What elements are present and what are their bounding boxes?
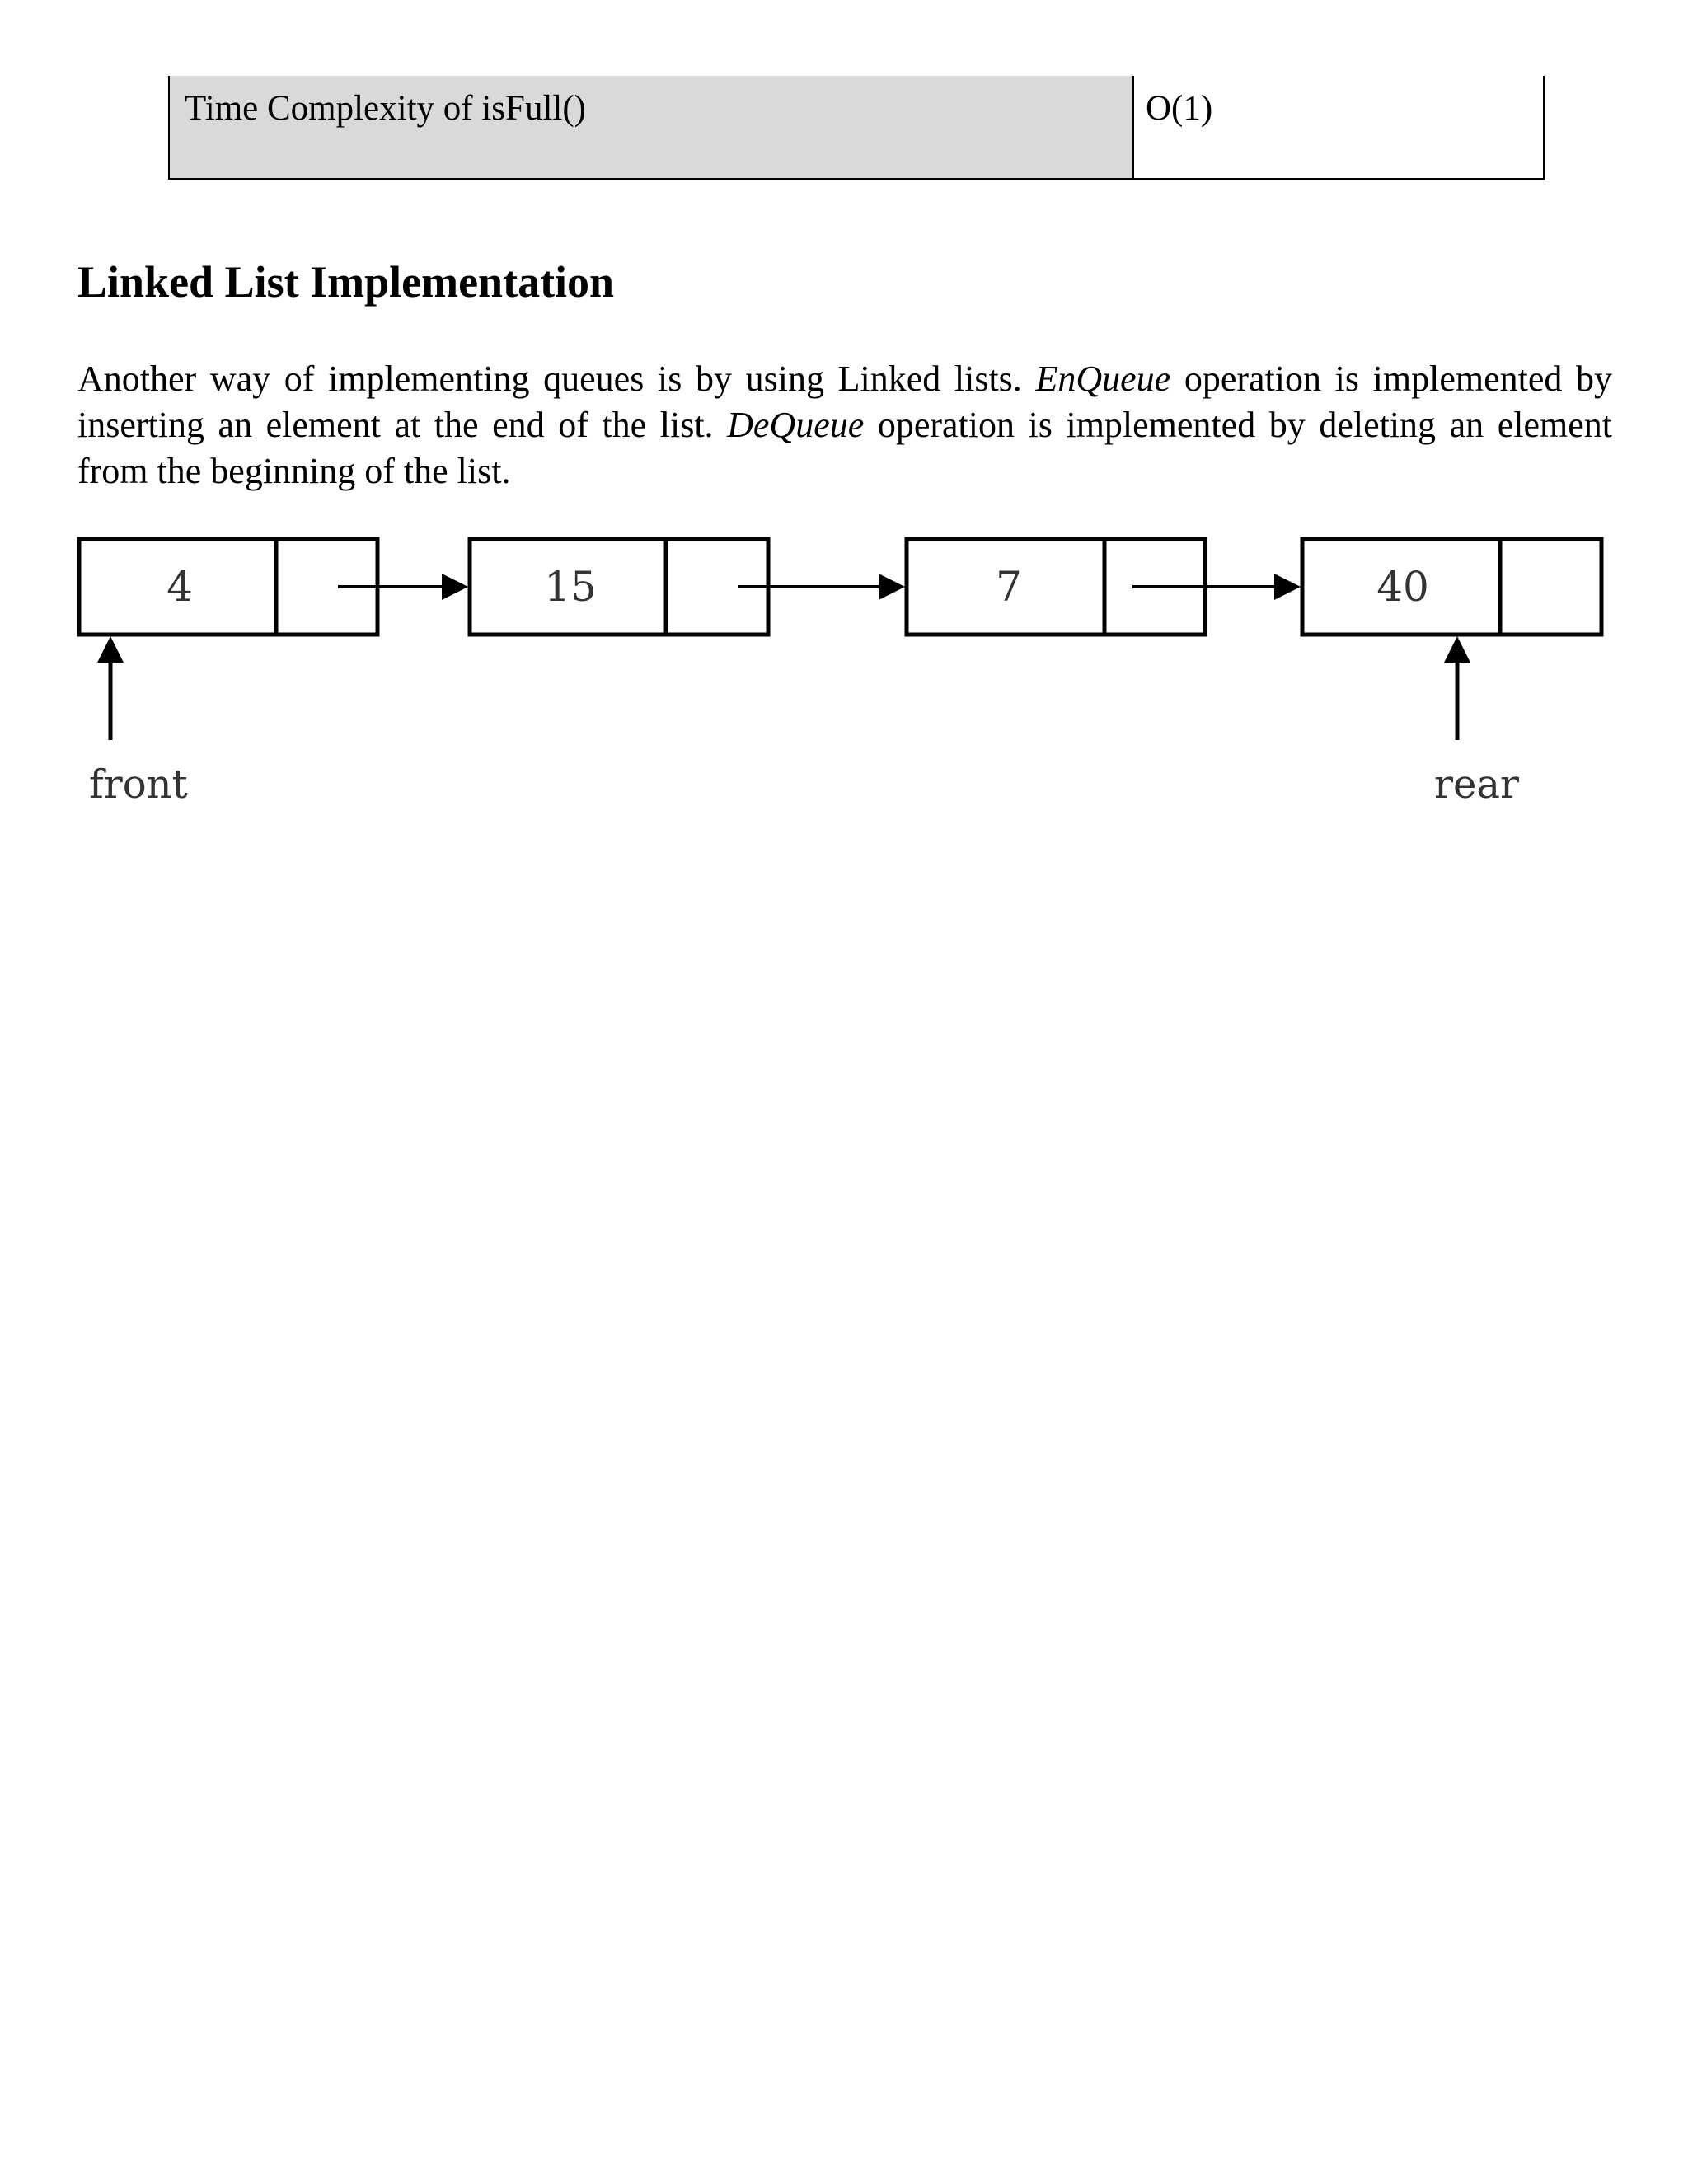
- table-value-text: O(1): [1146, 89, 1213, 128]
- list-node: [1302, 539, 1601, 635]
- node-value: 40: [1376, 563, 1429, 611]
- node-value: 4: [166, 563, 193, 611]
- node-value: 7: [996, 563, 1022, 611]
- linked-list-queue-diagram: [0, 0, 1688, 865]
- list-node: [470, 539, 768, 635]
- front-pointer-arrow: [97, 636, 124, 740]
- front-label: front: [89, 762, 188, 808]
- paragraph-part-2: operation is implemented by inserting an element at the end of the list.: [77, 359, 1612, 445]
- rear-pointer-arrow: [1444, 636, 1470, 740]
- list-node: [79, 539, 377, 635]
- node-value: 15: [544, 563, 597, 611]
- table-label-text: Time Complexity of isFull(): [185, 89, 586, 128]
- section-heading: Linked List Implementation: [77, 257, 615, 307]
- dequeue-term: DeQueue: [727, 405, 865, 445]
- paragraph-part-3: operation is implemented by deleting an element from the beginning of the list.: [77, 405, 1612, 491]
- enqueue-term: EnQueue: [1035, 359, 1171, 399]
- rear-label: rear: [1434, 762, 1519, 808]
- paragraph-part-1: Another way of implementing queues is by using Linked lists.: [77, 359, 1036, 399]
